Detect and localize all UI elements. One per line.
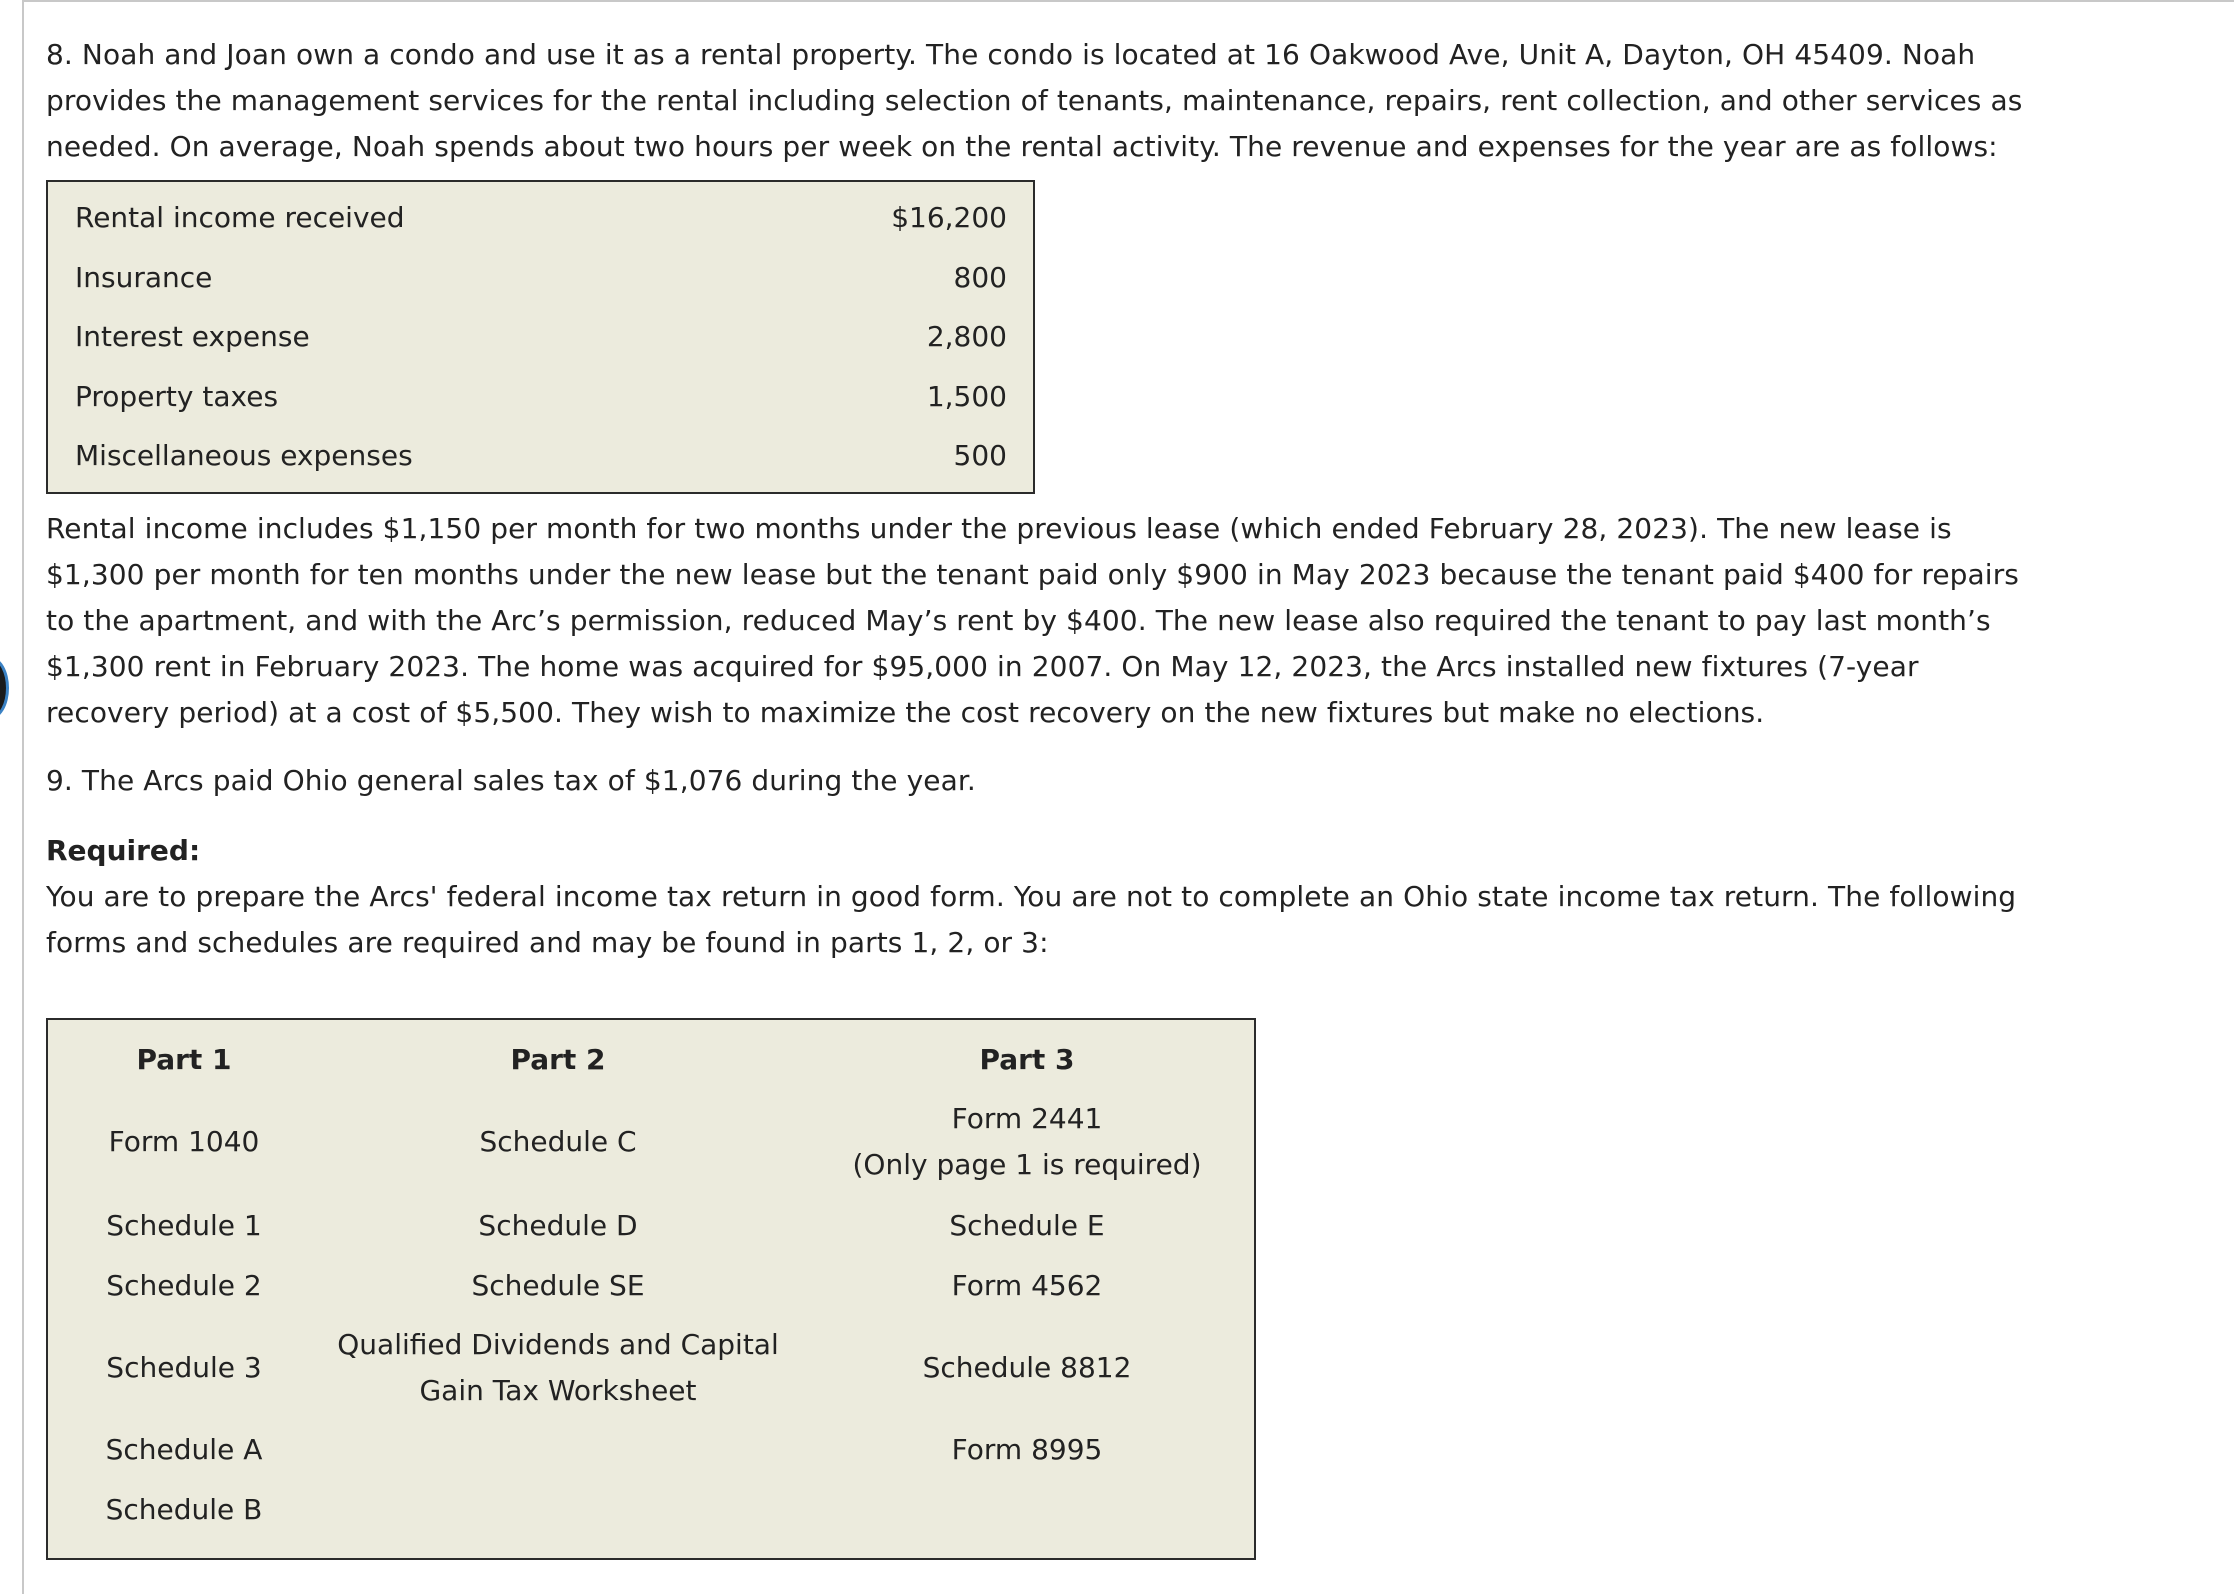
row-label: Insurance [75,260,213,294]
problem-8-intro: 8. Noah and Joan own a condo and use it as a rental property. The condo is located at 16 Oakwood Ave, Unit A, Dayton, OH 45409. Noah provides the management services for the rental including selection of tenants, maintenance, repairs, rent collection, and other services as needed. On average, Noah spends about two hours per week on the rental activity. The revenue and expenses for the year are as follows: [46,38,2023,163]
form-cell: Schedule SE [471,1268,645,1302]
form-cell: Form 4562 [951,1268,1103,1302]
problem-8-details: Rental income includes $1,150 per month for two months under the previous lease (which ended February 28, 2023). The new lease is $1,300 per month for ten months under the new lease but the tenant paid only $900 in May 2023 because the tenant paid $400 for repairs to the apartment, and with the Arc’s permission, reduced May’s rent by $400. The new lease also required the tenant to pay last month’s $1,300 rent in February 2023. The home was acquired for $95,000 in 2007. On May 12, 2023, the Arcs installed new fixtures (7-year recovery period) at a cost of $5,500. They wish to maximize the cost recovery on the new fixtures but make no elections. [46,511,2019,729]
form-cell: Schedule E [949,1208,1105,1242]
column-header-part-2: Part 2 [510,1042,606,1076]
row-amount: 800 [953,260,1007,294]
required-forms-table [46,1018,1256,1560]
form-cell: Schedule 3 [106,1350,262,1384]
form-cell: Form 1040 [108,1124,260,1158]
table-row [48,307,1033,367]
table-row [48,426,1033,486]
form-cell: Schedule A [105,1432,263,1466]
table-row [48,367,1033,427]
column-header-part-3: Part 3 [979,1042,1075,1076]
rental-income-expense-table [46,180,1035,494]
form-cell: Schedule C [479,1124,637,1158]
row-label: Miscellaneous expenses [75,439,413,473]
form-cell [320,1480,796,1540]
top-border [22,0,2234,2]
form-cell: Schedule 8812 [922,1350,1132,1384]
row-amount: 500 [953,439,1007,473]
table-row [48,188,1033,248]
form-cell: Form 8995 [951,1432,1103,1466]
form-cell: Schedule 1 [106,1208,262,1242]
form-cell: Form 2441 (Only page 1 is required) [852,1101,1202,1181]
scroll-edge-indicator [0,660,6,716]
table-row [48,248,1033,308]
row-amount: 2,800 [926,320,1007,354]
form-cell [796,1480,1258,1540]
form-cell [320,1420,796,1480]
row-label: Property taxes [75,379,279,413]
row-amount: $16,200 [891,201,1007,235]
question-content [46,32,2046,1560]
row-label: Rental income received [75,201,405,235]
required-heading: Required: [46,833,201,867]
left-border [22,0,24,1594]
problem-9-text: 9. The Arcs paid Ohio general sales tax of $1,076 during the year. [46,763,976,797]
form-cell: Schedule B [105,1492,263,1526]
row-amount: 1,500 [926,379,1007,413]
row-label: Interest expense [75,320,310,354]
form-cell: Qualified Dividends and Capital Gain Tax Worksheet [337,1327,779,1407]
column-header-part-1: Part 1 [136,1042,232,1076]
form-cell: Schedule 2 [106,1268,262,1302]
required-text: You are to prepare the Arcs' federal income tax return in good form. You are not to complete an Ohio state income tax return. The following forms and schedules are required and may be found in parts 1, 2, or 3: [46,879,2017,959]
form-cell: Schedule D [478,1208,638,1242]
